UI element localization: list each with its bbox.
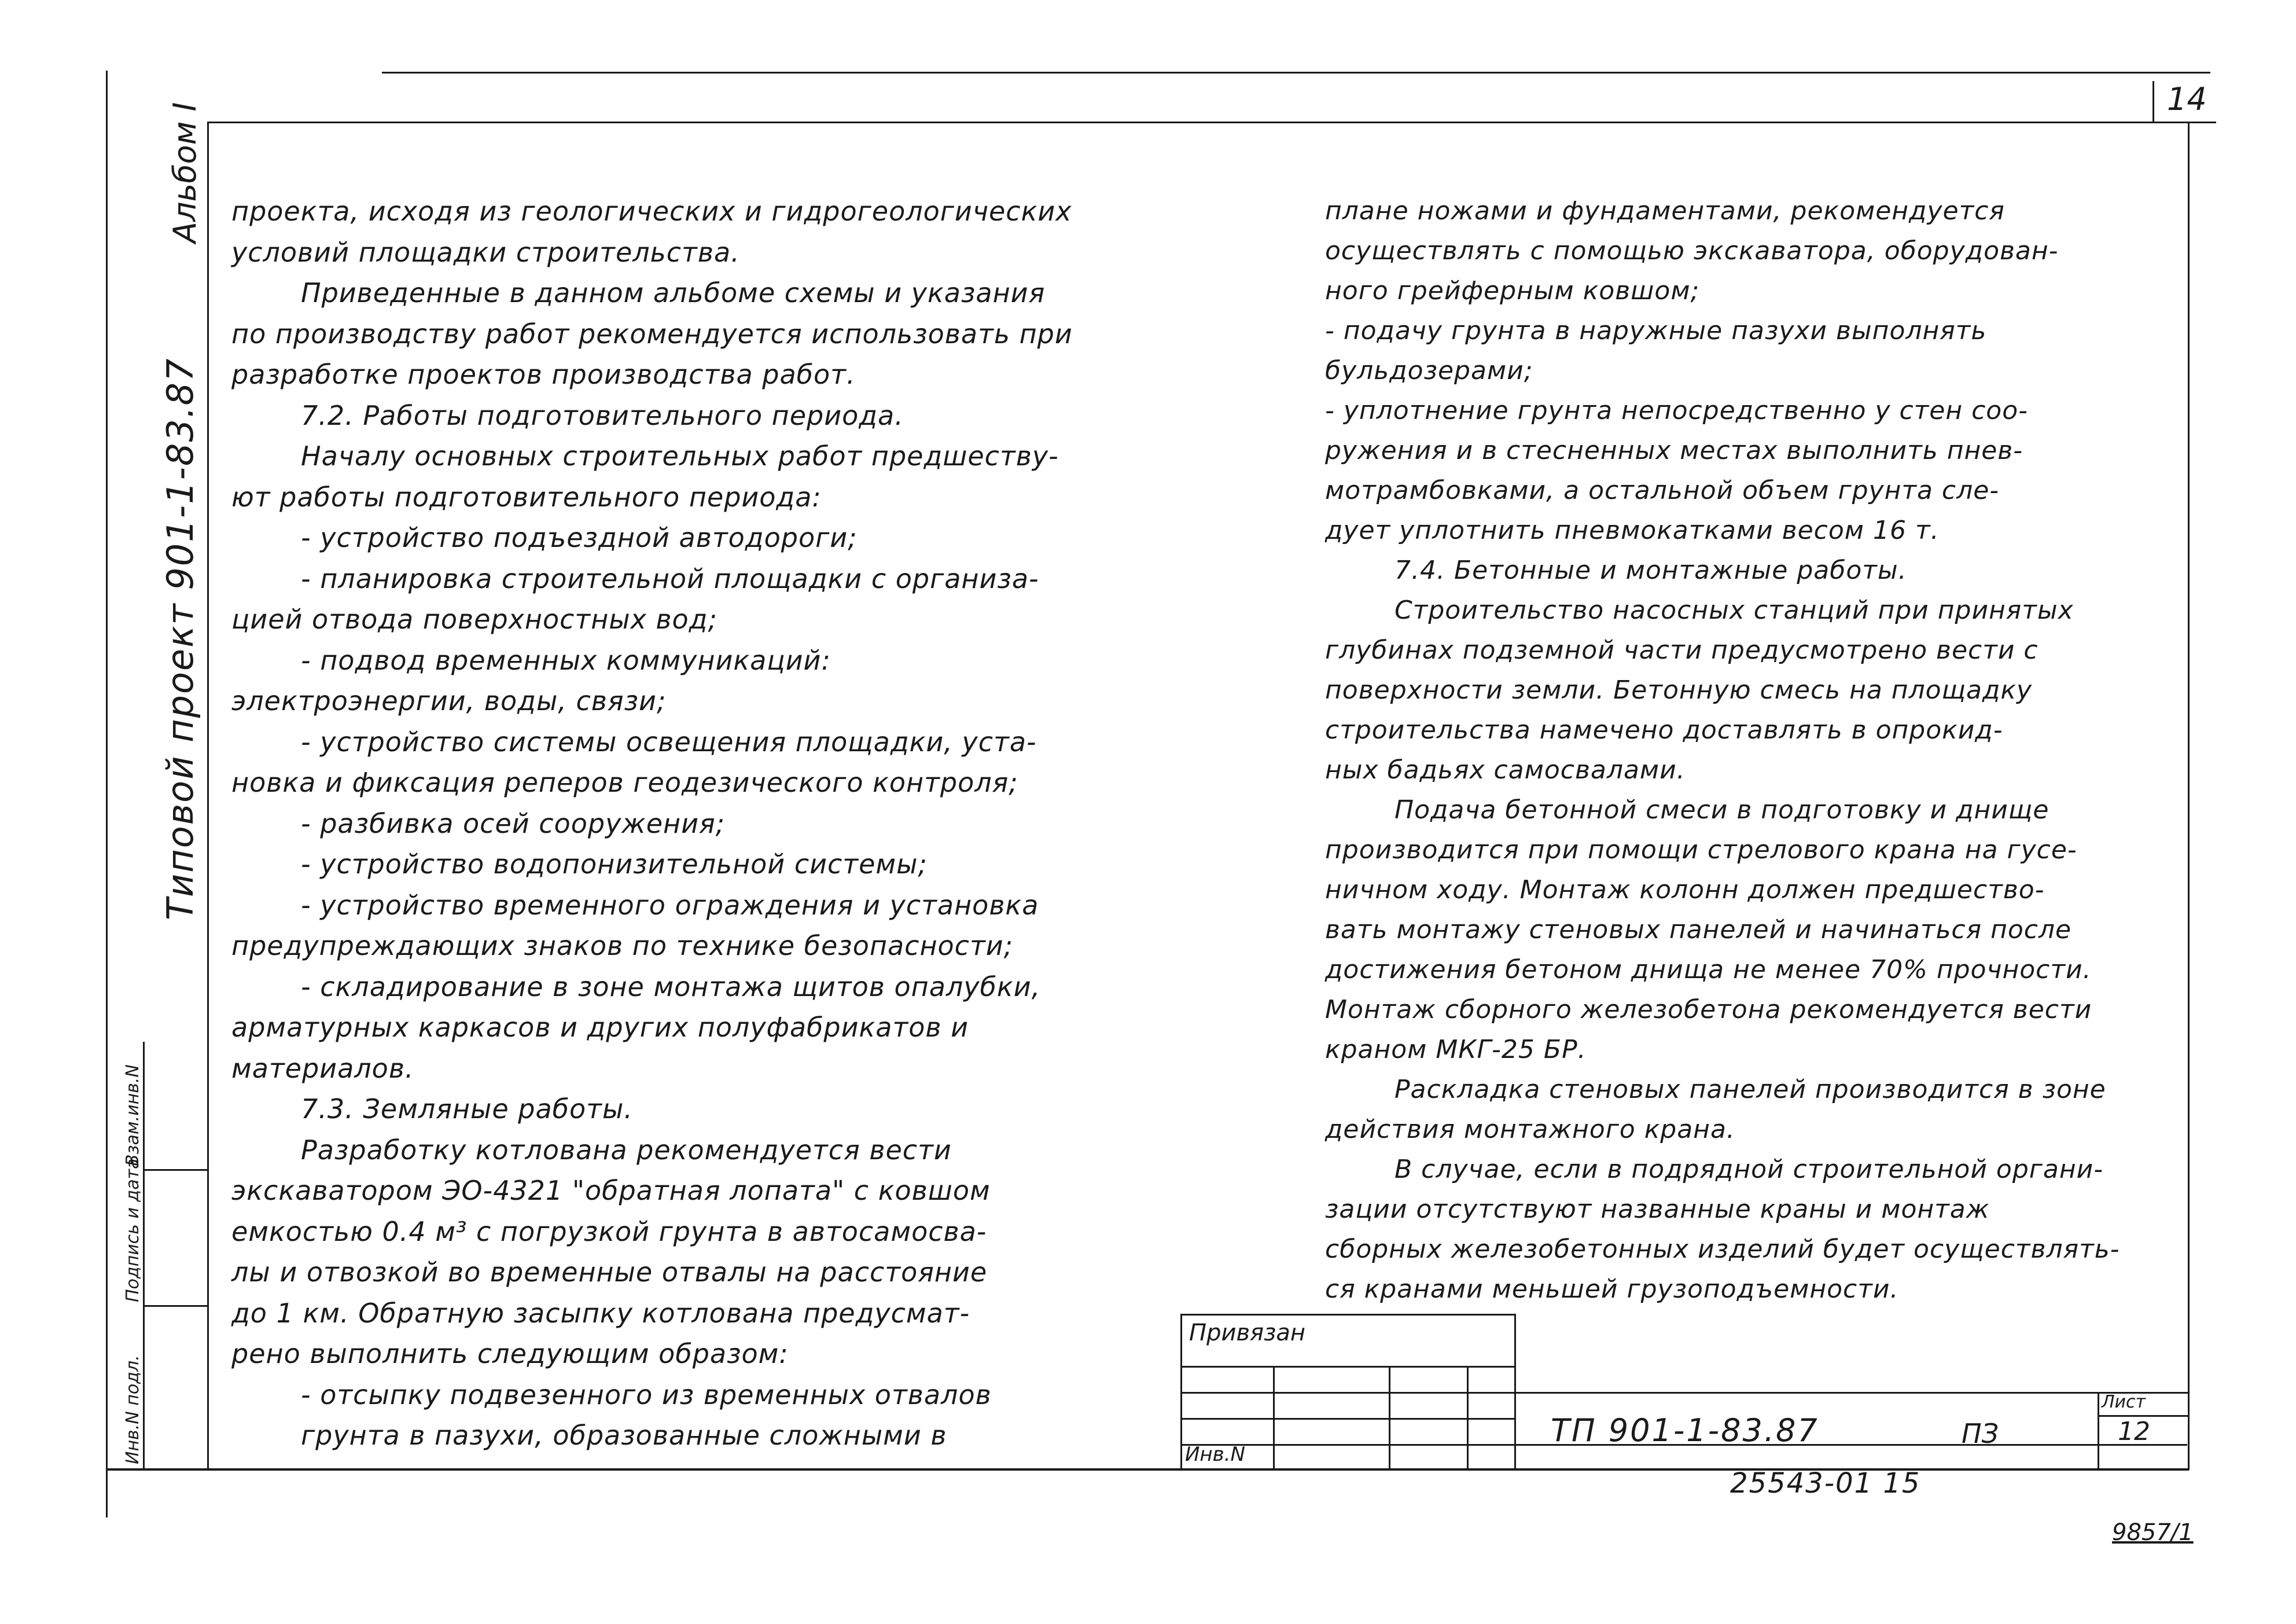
left-column-line: Разработку котлована рекомендуется вести bbox=[301, 1134, 952, 1166]
left-column-line: - отсыпку подвезенного из временных отвалов bbox=[301, 1379, 992, 1410]
binding-inv-label: Инв.N подл. bbox=[123, 1355, 143, 1464]
right-column-line: строительства намечено доставлять в опрокид- bbox=[1325, 715, 2003, 745]
right-column-line: 7.4. Бетонные и монтажные работы. bbox=[1394, 556, 1907, 585]
left-column-line: лы и отвозкой во временные отвалы на расстояние bbox=[231, 1256, 988, 1288]
stamp-designation: ТП 901-1-83.87 bbox=[1551, 1412, 1819, 1449]
binding-strip-div2 bbox=[143, 1169, 207, 1171]
stamp-col-1 bbox=[1273, 1366, 1275, 1470]
left-column-line: разработке проектов производства работ. bbox=[231, 359, 856, 390]
stamp-row-1 bbox=[1180, 1366, 1516, 1368]
stamp-sheet-number: 12 bbox=[2118, 1417, 2150, 1446]
left-column-line: проекта, исходя из геологических и гидрогеологических bbox=[231, 196, 1072, 227]
left-edge-line bbox=[106, 71, 108, 1518]
left-column-line: - устройство временного ограждения и установка bbox=[301, 889, 1039, 921]
left-column-line: грунта в пазухи, образованные сложными в bbox=[301, 1420, 947, 1451]
left-column-line: рено выполнить следующим образом: bbox=[231, 1338, 789, 1369]
right-column-line: ных бадьях самосвалами. bbox=[1325, 755, 1686, 785]
right-column-line: осуществлять с помощью экскаватора, оборудован- bbox=[1325, 236, 2059, 266]
project-code-label: Типовой проект 901-1-83.87 bbox=[159, 357, 201, 920]
left-text-column bbox=[231, 191, 1166, 1456]
right-column-line: зации отсутствуют названные краны и монтаж bbox=[1325, 1195, 1990, 1224]
binding-strip-div1 bbox=[143, 1305, 207, 1307]
right-column-line: ружения и в стесненных местах выполнить пнев- bbox=[1325, 436, 2023, 465]
album-label: Альбом I bbox=[167, 102, 203, 243]
right-column-line: ничном ходу. Монтаж колонн должен предшество- bbox=[1325, 875, 2045, 905]
stamp-row-3 bbox=[1180, 1418, 1516, 1420]
right-column-line: - уплотнение грунта непосредственно у стен соо- bbox=[1325, 396, 2029, 425]
inner-right-border bbox=[2188, 122, 2190, 1470]
right-column-line: бульдозерами; bbox=[1325, 356, 1533, 385]
stamp-doc-code: ПЗ bbox=[1962, 1418, 1999, 1449]
left-column-line: Началу основных строительных работ предшеству- bbox=[301, 440, 1059, 472]
right-column-line: краном МКГ-25 БР. bbox=[1325, 1035, 1587, 1064]
left-column-line: - устройство подъездной автодороги; bbox=[301, 522, 858, 553]
top-edge-line bbox=[382, 72, 2210, 74]
stamp-inv-label: Инв.N bbox=[1185, 1443, 1245, 1466]
corner-box-left bbox=[2152, 81, 2154, 123]
left-column-line: Приведенные в данном альбоме схемы и указания bbox=[301, 277, 1046, 308]
stamp-privyazan-label: Привязан bbox=[1189, 1320, 1306, 1346]
right-column-line: достижения бетоном днища не менее 70% прочности. bbox=[1325, 955, 2092, 984]
bottom-code: 25543-01 15 bbox=[1730, 1467, 1921, 1500]
left-column-line: - планировка строительной площадки с организа- bbox=[301, 563, 1039, 594]
stamp-row-2 bbox=[1180, 1392, 1516, 1394]
corner-box-bottom bbox=[2152, 122, 2216, 123]
binding-signature-label: Подпись и дата bbox=[123, 1158, 143, 1302]
left-column-line: арматурных каркасов и других полуфабрикатов и bbox=[231, 1012, 969, 1043]
left-column-line: цией отвода поверхностных вод; bbox=[231, 604, 718, 635]
left-column-line: по производству работ рекомендуется использовать при bbox=[231, 318, 1073, 350]
stamp-sheet-label: Лист bbox=[2102, 1392, 2146, 1412]
right-text-column bbox=[1325, 191, 2152, 1309]
right-column-line: плане ножами и фундаментами, рекомендуется bbox=[1325, 196, 2005, 226]
inner-left-border bbox=[207, 122, 209, 1470]
left-column-line: условий площадки строительства. bbox=[231, 236, 740, 268]
right-column-line: ного грейферным ковшом; bbox=[1325, 276, 1700, 306]
right-column-line: Монтаж сборного железобетона рекомендуется вести bbox=[1325, 995, 2092, 1024]
right-column-line: поверхности земли. Бетонную смесь на площадку bbox=[1325, 675, 2033, 705]
left-column-line: материалов. bbox=[231, 1052, 414, 1084]
left-column-line: - подвод временных коммуникаций: bbox=[301, 644, 831, 676]
left-column-line: электроэнергии, воды, связи; bbox=[231, 685, 667, 717]
left-column-line: ют работы подготовительного периода: bbox=[231, 481, 822, 513]
stamp-col-2 bbox=[1389, 1366, 1390, 1470]
right-column-line: производится при помощи стрелового крана на гусе- bbox=[1325, 835, 2077, 865]
stamp-main-top bbox=[1514, 1392, 2188, 1394]
binding-strip-inner bbox=[143, 1042, 145, 1470]
right-column-line: Подача бетонной смеси в подготовку и днище bbox=[1394, 795, 2050, 825]
right-column-line: Строительство насосных станций при принятых bbox=[1394, 596, 2074, 625]
right-column-line: вать монтажу стеновых панелей и начинаться после bbox=[1325, 915, 2072, 945]
page-corner-number: 14 bbox=[2167, 81, 2207, 117]
stamp-sheet-col bbox=[2098, 1392, 2099, 1470]
right-column-line: дует уплотнить пневмокатками весом 16 т. bbox=[1325, 516, 1940, 545]
bottom-mark: 9857/1 bbox=[2112, 1519, 2194, 1546]
left-column-line: экскаватором ЭО-4321 "обратная лопата" с ковшом bbox=[231, 1175, 991, 1206]
left-column-line: - складирование в зоне монтажа щитов опалубки, bbox=[301, 971, 1041, 1002]
left-column-line: предупреждающих знаков по технике безопасности; bbox=[231, 930, 1014, 961]
left-column-line: до 1 км. Обратную засыпку котлована предусмат- bbox=[231, 1297, 970, 1329]
right-column-line: сборных железобетонных изделий будет осуществлять- bbox=[1325, 1234, 2120, 1264]
right-column-line: - подачу грунта в наружные пазухи выполнять bbox=[1325, 316, 1987, 346]
left-column-line: емкостью 0.4 м³ с погрузкой грунта в автосамосва- bbox=[231, 1215, 987, 1247]
left-column-line: - разбивка осей сооружения; bbox=[301, 807, 726, 839]
right-column-line: ся кранами меньшей грузоподъемности. bbox=[1325, 1274, 1899, 1304]
left-column-line: 7.3. Земляные работы. bbox=[301, 1093, 633, 1125]
right-column-line: действия монтажного крана. bbox=[1325, 1115, 1735, 1144]
left-column-line: новка и фиксация реперов геодезического контроля; bbox=[231, 767, 1018, 798]
right-column-line: мотрамбовками, а остальной объем грунта сле- bbox=[1325, 476, 2000, 505]
right-column-line: Раскладка стеновых панелей производится в зоне bbox=[1394, 1075, 2106, 1104]
stamp-col-3 bbox=[1467, 1366, 1469, 1470]
right-column-line: В случае, если в подрядной строительной органи- bbox=[1394, 1155, 2104, 1184]
inner-top-border bbox=[207, 122, 2189, 123]
left-column-line: 7.2. Работы подготовительного периода. bbox=[301, 399, 904, 431]
binding-replace-label: Взам.инв.N bbox=[123, 1064, 143, 1166]
stamp-top-line bbox=[1180, 1314, 1516, 1316]
right-column-line: глубинах подземной части предусмотрено вести с bbox=[1325, 635, 2039, 665]
left-column-line: - устройство водопонизительной системы; bbox=[301, 848, 928, 880]
left-column-line: - устройство системы освещения площадки, уста- bbox=[301, 726, 1037, 758]
